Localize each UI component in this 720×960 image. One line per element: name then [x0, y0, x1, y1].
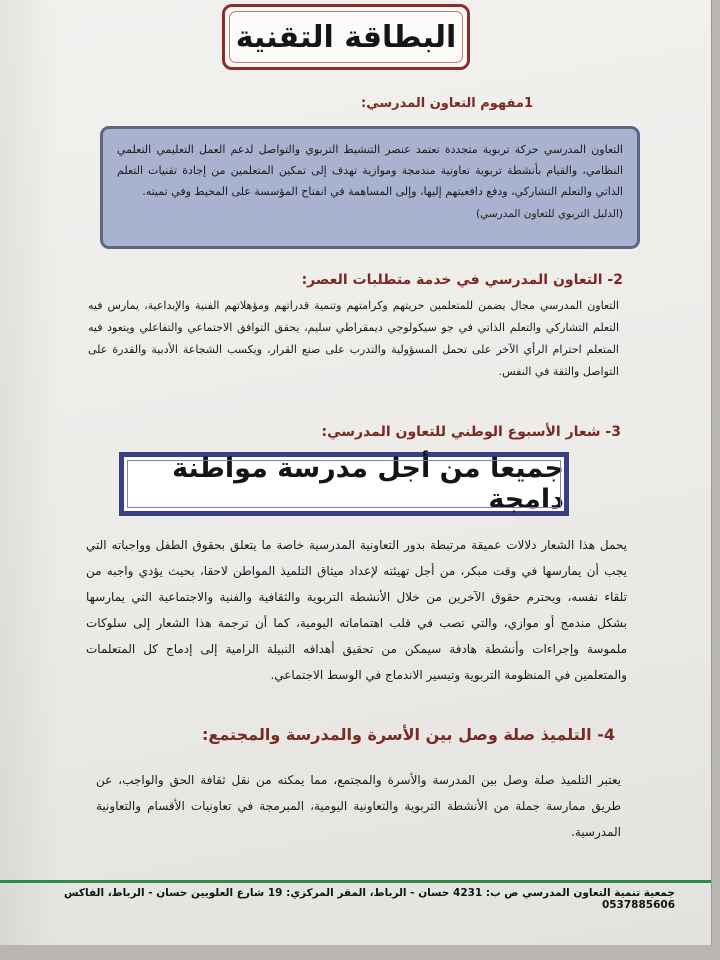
- section-2-heading: 2- التعاون المدرسي في خدمة متطلبات العصر:: [301, 272, 623, 288]
- footer-address: [35, 887, 675, 911]
- section-4-heading: 4- التلميذ صلة وصل بين الأسرة والمدرسة والمجتمع:: [201, 725, 615, 744]
- definition-source: (الدليل التربوي للتعاون المدرسي): [475, 208, 623, 220]
- footer-line-1: جمعية تنمية التعاون المدرسي ص ب: 4231 حسان - الرباط، المقر المركزي: 19 شارع العلويين حسان - الرباط، الفاكس 0537885606: [64, 887, 675, 911]
- section-3-heading: 3- شعار الأسبوع الوطني للتعاون المدرسي:: [321, 424, 621, 440]
- slogan-text: جميعا من أجل مدرسة مواطنة دامجة: [172, 453, 564, 515]
- section-4-paragraph: يعتبر التلميذ صلة وصل بين المدرسة والأسرة والمجتمع، مما يمكنه من نقل ثقافة الحق والواجب، عن طريق ممارسة جملة من الأنشطة التربوية والتعاونية اليومية، المبرمجة في تعاونيات الأقسام والتعاونية المدرسية.: [96, 773, 621, 839]
- section-2-paragraph: التعاون المدرسي مجال يضمن للمتعلمين حريتهم وكرامتهم وتنمية قدراتهم ومؤهلاتهم الفنية والإبداعية، يمارس فيه التعلم التشاركي والتعلم الذاتي في جو سيكولوجي ديمقراطي سليم، يحقق التوافق الاجتماعي والتفاعلي ويتعود فيه المتعلم احترام الرأي الآخر على تحمل المسؤولية والتدرب على صنع القرار، ويكسب الشجاعة الأدبية والقدرة على التواصل والثقة في النفس.: [88, 299, 619, 378]
- definition-text: التعاون المدرسي حركة تربوية متجددة تعتمد عنصر التنشيط التربوي والتواصل لدعم العمل التعليمي التعلمي النظامي، والقيام بأنشطة تربوية تعاونية مندمجة وموازية تهدف إلى تمكين المتعلمين من إجادة تقنيات التعلم الذاتي والتعلم التشاركي، ودفع دافعيتهم إليها، وإلى المساهمة في انفتاح المؤسسة على المحيط وفي تميته.: [117, 143, 623, 198]
- section-3-paragraph: يحمل هذا الشعار دلالات عميقة مرتبطة بدور التعاونية المدرسية خاصة ما يتعلق بحقوق الطفل وواجباته التي يجب أن يمارسها في وقت مبكر، من أجل تهيئته لإعداد ميثاق التلميذ المواطن لاحقا، بحيث يؤدي واجبه من تلقاء نفسه، ويحترم حقوق الآخرين من خلال الأنشطة التربوية والثقافية والفنية والاجتماعية التي يمارسها بشكل مندمج أو موازي، والتي تصب في قلب اهتماماته اليومية، كما أن ترجمة هذا الشعار إلى سلوكات ملموسة وإجراءات وأنشطة هادفة سيمكن من تحقيق أهدافه النبيلة الرامية إلى إدماج كل المتعلمات والمتعلمين في المنظومة التربوية وتيسير الاندماج في الوسط الاجتماعي.: [86, 538, 627, 682]
- page-shadow: [0, 0, 60, 945]
- title-frame: [222, 4, 470, 70]
- definition-callout: [100, 126, 640, 249]
- slogan-frame: [119, 452, 569, 516]
- footer-divider: [0, 880, 712, 883]
- section-1-heading: 1مفهوم التعاون المدرسي:: [361, 96, 533, 111]
- page-title: البطاقة التقنية: [235, 19, 457, 55]
